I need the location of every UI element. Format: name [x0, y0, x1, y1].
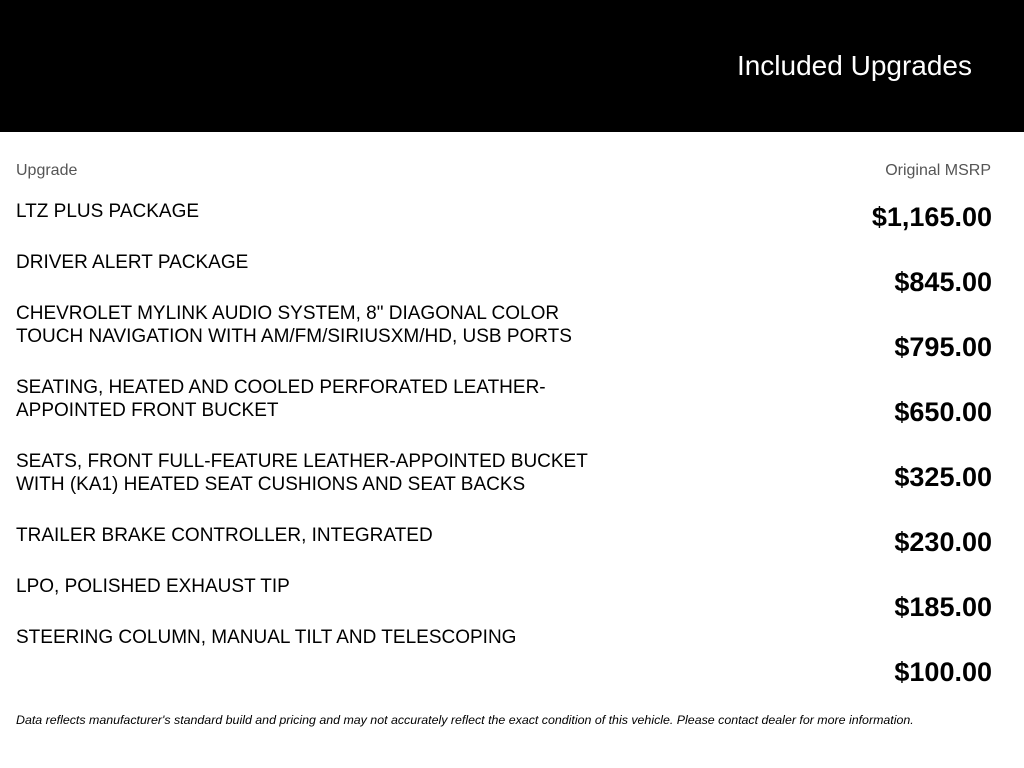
price-list	[742, 200, 992, 720]
msrp-price: $1,165.00	[871, 202, 992, 232]
upgrade-item: SEATING, HEATED AND COOLED PERFORATED LEATHER-APPOINTED FRONT BUCKET	[16, 377, 546, 421]
msrp-price: $845.00	[894, 267, 992, 297]
upgrade-item: LTZ PLUS PACKAGE	[16, 201, 200, 222]
disclaimer-text: Data reflects manufacturer's standard build and pricing and may not accurately reflect the exact condition of this vehicle. Please contact dealer for more information.	[16, 713, 914, 727]
upgrade-item: CHEVROLET MYLINK AUDIO SYSTEM, 8" DIAGONAL COLOR TOUCH NAVIGATION WITH AM/FM/SIRIUSXM/HD, USB PORTS	[16, 303, 572, 347]
upgrade-item: TRAILER BRAKE CONTROLLER, INTEGRATED	[16, 525, 433, 546]
upgrade-item: LPO, POLISHED EXHAUST TIP	[16, 576, 290, 597]
msrp-price: $325.00	[894, 462, 992, 492]
page-title: Included Upgrades	[736, 50, 972, 81]
msrp-price: $185.00	[894, 592, 992, 622]
upgrade-item: DRIVER ALERT PACKAGE	[16, 252, 249, 273]
upgrade-item: SEATS, FRONT FULL-FEATURE LEATHER-APPOINTED BUCKET WITH (KA1) HEATED SEAT CUSHIONS AND SEAT BACKS	[16, 451, 588, 495]
msrp-price: $100.00	[894, 657, 992, 687]
msrp-price: $795.00	[894, 332, 992, 362]
msrp-price: $650.00	[894, 397, 992, 427]
upgrade-column-header: Upgrade	[16, 162, 78, 179]
msrp-column-header: Original MSRP	[885, 162, 991, 179]
msrp-price: $230.00	[894, 527, 992, 557]
upgrade-list	[16, 200, 591, 677]
header-bar	[0, 0, 1024, 132]
upgrade-item: STEERING COLUMN, MANUAL TILT AND TELESCOPING	[16, 627, 517, 648]
